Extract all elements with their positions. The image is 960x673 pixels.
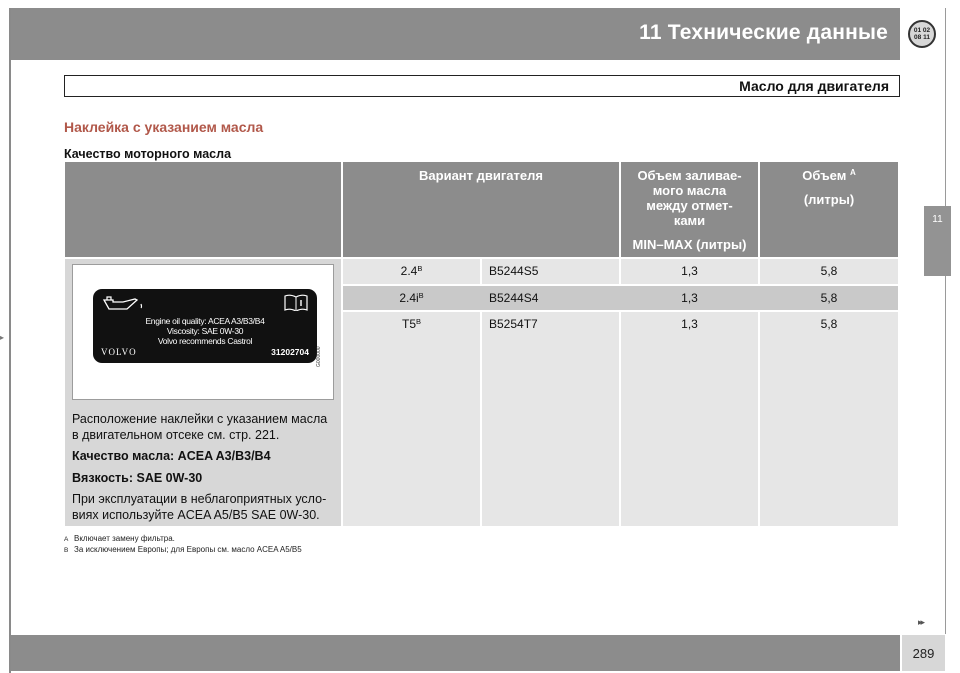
fill-volume-line3: между отмет- <box>646 198 733 213</box>
harsh-conditions-line2: виях используйте ACEA A5/B5 SAE 0W-30. <box>72 508 320 522</box>
table-header-blank <box>65 162 341 257</box>
footer-bar <box>11 635 900 671</box>
footnote-a <box>64 534 175 543</box>
next-page-arrow-icon[interactable]: ▸▸ <box>918 617 924 627</box>
row-divider <box>343 310 898 312</box>
engine-code: B5244S5 <box>489 264 539 278</box>
minmax-value: 1,3 <box>681 264 698 278</box>
header-bar <box>11 8 900 60</box>
volume-label: Объем <box>802 168 847 183</box>
minmax-value: 1,3 <box>681 317 698 331</box>
volume-value: 5,8 <box>820 291 838 305</box>
minmax-value: 1,3 <box>681 291 698 305</box>
oil-quality-subheading: Качество моторного масла <box>64 147 232 161</box>
footnote-text: За исключением Европы; для Европы см. масло ACEA A5/B5 <box>74 545 302 554</box>
sticker-viscosity-line: Viscosity: SAE 0W-30 <box>166 326 244 336</box>
footnote-mark: A <box>64 536 69 543</box>
chapter-badge-text: 01 02 08 11 <box>913 27 931 41</box>
oil-label-heading: Наклейка с указанием масла <box>64 119 264 135</box>
oil-sticker <box>93 289 317 363</box>
sticker-part-number: 31202704 <box>271 347 309 357</box>
page-title: 11 Технические данные <box>639 21 888 44</box>
engine-code: B5244S4 <box>489 291 539 305</box>
oil-label-illustration <box>72 264 334 400</box>
oil-quality-text: Качество масла: ACEA A3/B3/B4 <box>72 449 271 463</box>
sticker-quality-line: Engine oil quality: ACEA A3/B3/B4 <box>145 316 265 326</box>
row-divider <box>343 284 898 286</box>
engine-code: B5254T7 <box>489 317 538 331</box>
volvo-logo: VOLVO <box>101 347 137 357</box>
manual-book-icon <box>284 294 308 311</box>
footnote-b <box>64 545 302 554</box>
section-title: Масло для двигателя <box>739 78 889 94</box>
harsh-conditions-line1: При эксплуатации в неблагоприятных усло- <box>72 492 327 506</box>
side-tab-label: 11 <box>932 214 943 225</box>
oil-can-icon <box>101 294 147 312</box>
volume-value: 5,8 <box>820 264 838 278</box>
fill-volume-line1: Объем заливае- <box>637 168 742 183</box>
left-margin-marker-icon: ▸ <box>0 333 5 342</box>
table-header-fill-volume <box>621 162 758 257</box>
volume-unit: (литры) <box>803 192 855 207</box>
table-header-volume <box>760 162 898 257</box>
chapter-side-tab[interactable] <box>924 206 951 276</box>
page-number: 289 <box>912 646 935 661</box>
volume-value: 5,8 <box>820 317 838 331</box>
footnote-mark: B <box>64 547 69 554</box>
footnote-text: Включает замену фильтра. <box>74 534 175 543</box>
right-page-rule <box>945 8 946 634</box>
page-number-box <box>902 635 945 671</box>
viscosity-text: Вязкость: SAE 0W-30 <box>72 471 203 485</box>
section-title-box <box>64 75 900 97</box>
fill-volume-unit: MIN–MAX (литры) <box>632 237 747 252</box>
sticker-recommend-line: Volvo recommends Castrol <box>157 336 253 346</box>
label-location-line2: в двигательном отсеке см. стр. 221. <box>72 428 280 442</box>
engine-variant-label: Вариант двигателя <box>419 168 543 183</box>
engine-value: $T5^B$ <box>401 317 422 331</box>
table-header-engine-variant <box>343 162 619 257</box>
fill-volume-line4: ками <box>673 213 706 228</box>
chapter-badge-icon <box>908 20 936 48</box>
figure-code: G000000 <box>316 346 322 367</box>
volume-footnote-mark: A <box>849 168 856 177</box>
left-page-rule <box>9 8 11 673</box>
engine-value: $2.4^B$ <box>400 264 423 278</box>
label-location-line1: Расположение наклейки с указанием масла <box>72 412 328 426</box>
engine-value: $2.4i^B$ <box>399 291 424 305</box>
fill-volume-line2: мого масла <box>652 183 727 198</box>
